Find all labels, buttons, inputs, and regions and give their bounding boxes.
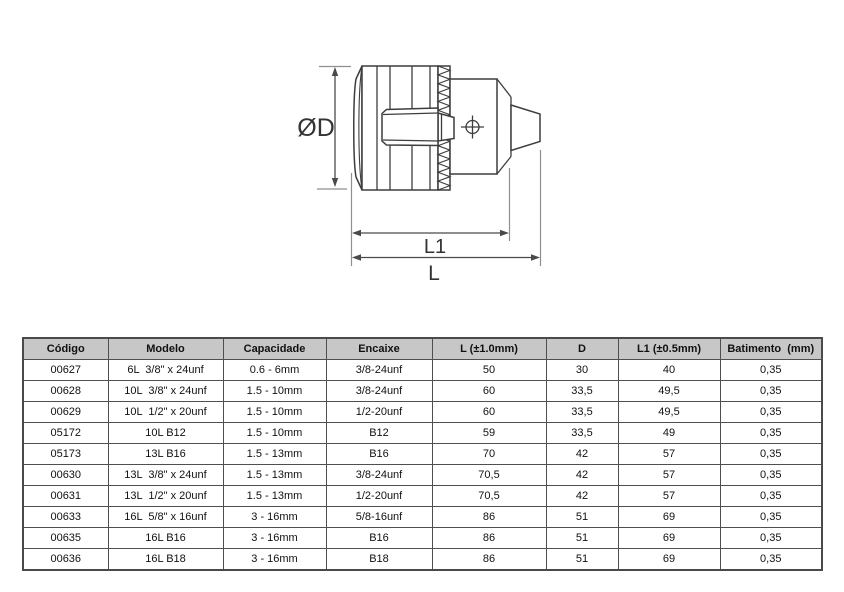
table-row bbox=[23, 444, 822, 465]
column-header: L (±1.0mm) bbox=[432, 338, 546, 360]
table-cell: 0,35 bbox=[720, 381, 822, 402]
table-cell: 51 bbox=[546, 507, 618, 528]
table-cell: 33,5 bbox=[546, 423, 618, 444]
spec-table bbox=[22, 337, 823, 571]
table-cell: 00628 bbox=[23, 381, 108, 402]
nose-cone bbox=[511, 105, 540, 151]
table-cell: 1/2-20unf bbox=[326, 486, 432, 507]
table-cell: 10L 1/2" x 20unf bbox=[108, 402, 223, 423]
table-cell: 10L 3/8" x 24unf bbox=[108, 381, 223, 402]
table-cell: 16L 5/8" x 16unf bbox=[108, 507, 223, 528]
table-cell: 05172 bbox=[23, 423, 108, 444]
table-cell: 57 bbox=[618, 444, 720, 465]
table-cell: 70,5 bbox=[432, 486, 546, 507]
table-cell: 51 bbox=[546, 528, 618, 549]
table-cell: 16L B16 bbox=[108, 528, 223, 549]
table-cell: 3 - 16mm bbox=[223, 507, 326, 528]
table-cell: 16L B18 bbox=[108, 549, 223, 571]
table-cell: 05173 bbox=[23, 444, 108, 465]
table-cell: 60 bbox=[432, 402, 546, 423]
table-cell: 0.6 - 6mm bbox=[223, 360, 326, 381]
table-cell: B16 bbox=[326, 528, 432, 549]
table-row bbox=[23, 507, 822, 528]
column-header: Modelo bbox=[108, 338, 223, 360]
table-cell: 3 - 16mm bbox=[223, 528, 326, 549]
table-cell: 5/8-16unf bbox=[326, 507, 432, 528]
table-cell: 0,35 bbox=[720, 444, 822, 465]
table-cell: B12 bbox=[326, 423, 432, 444]
table-row bbox=[23, 486, 822, 507]
table-cell: 49 bbox=[618, 423, 720, 444]
rear-cap bbox=[354, 66, 362, 190]
table-cell: 33,5 bbox=[546, 402, 618, 423]
table-cell: 0,35 bbox=[720, 486, 822, 507]
table-cell: 70,5 bbox=[432, 465, 546, 486]
table-cell: 49,5 bbox=[618, 381, 720, 402]
table-cell: 1.5 - 10mm bbox=[223, 381, 326, 402]
table-row bbox=[23, 402, 822, 423]
table-cell: 86 bbox=[432, 528, 546, 549]
table-cell: 42 bbox=[546, 486, 618, 507]
dimension-label-l: L bbox=[428, 262, 440, 285]
table-row bbox=[23, 465, 822, 486]
table-cell: 1.5 - 10mm bbox=[223, 402, 326, 423]
table-cell: 59 bbox=[432, 423, 546, 444]
table-cell: 00629 bbox=[23, 402, 108, 423]
table-cell: 0,35 bbox=[720, 507, 822, 528]
table-cell: 0,35 bbox=[720, 465, 822, 486]
table-cell: 1.5 - 10mm bbox=[223, 423, 326, 444]
table-cell: 00630 bbox=[23, 465, 108, 486]
table-cell: 51 bbox=[546, 549, 618, 571]
table-cell: 00627 bbox=[23, 360, 108, 381]
table-cell: 69 bbox=[618, 528, 720, 549]
table-cell: 3/8-24unf bbox=[326, 465, 432, 486]
table-cell: 69 bbox=[618, 549, 720, 571]
table-row bbox=[23, 528, 822, 549]
table-cell: 70 bbox=[432, 444, 546, 465]
table-cell: 1.5 - 13mm bbox=[223, 465, 326, 486]
table-row bbox=[23, 381, 822, 402]
column-header: Código bbox=[23, 338, 108, 360]
column-header: Encaixe bbox=[326, 338, 432, 360]
table-cell: 00635 bbox=[23, 528, 108, 549]
table-cell: 1.5 - 13mm bbox=[223, 486, 326, 507]
table-cell: B18 bbox=[326, 549, 432, 571]
table-cell: 10L B12 bbox=[108, 423, 223, 444]
table-cell: 13L 3/8" x 24unf bbox=[108, 465, 223, 486]
column-header: L1 (±0.5mm) bbox=[618, 338, 720, 360]
column-header: Capacidade bbox=[223, 338, 326, 360]
table-cell: 6L 3/8" x 24unf bbox=[108, 360, 223, 381]
table-cell: 49,5 bbox=[618, 402, 720, 423]
table-cell: 57 bbox=[618, 465, 720, 486]
dimension-label-diameter: ØD bbox=[297, 114, 335, 142]
dimension-label-l1: L1 bbox=[423, 236, 447, 258]
table-cell: 42 bbox=[546, 444, 618, 465]
table-cell: 0,35 bbox=[720, 360, 822, 381]
column-header: Batimento (mm) bbox=[720, 338, 822, 360]
table-cell: 3/8-24unf bbox=[326, 381, 432, 402]
table-cell: 3/8-24unf bbox=[326, 360, 432, 381]
table-cell: 0,35 bbox=[720, 423, 822, 444]
spec-table-wrap bbox=[22, 337, 821, 571]
table-cell: 60 bbox=[432, 381, 546, 402]
table-cell: 1.5 - 13mm bbox=[223, 444, 326, 465]
table-cell: 33,5 bbox=[546, 381, 618, 402]
table-cell: 30 bbox=[546, 360, 618, 381]
table-cell: 00633 bbox=[23, 507, 108, 528]
table-cell: 86 bbox=[432, 507, 546, 528]
table-row bbox=[23, 549, 822, 571]
table-cell: 0,35 bbox=[720, 402, 822, 423]
table-cell: B16 bbox=[326, 444, 432, 465]
table-cell: 00631 bbox=[23, 486, 108, 507]
table-cell: 13L B16 bbox=[108, 444, 223, 465]
table-row bbox=[23, 423, 822, 444]
table-row bbox=[23, 360, 822, 381]
table-cell: 86 bbox=[432, 549, 546, 571]
table-cell: 57 bbox=[618, 486, 720, 507]
table-cell: 42 bbox=[546, 465, 618, 486]
table-cell: 50 bbox=[432, 360, 546, 381]
table-cell: 0,35 bbox=[720, 549, 822, 571]
table-cell: 40 bbox=[618, 360, 720, 381]
table-cell: 1/2-20unf bbox=[326, 402, 432, 423]
column-header: D bbox=[546, 338, 618, 360]
chuck-body bbox=[354, 66, 540, 190]
table-cell: 13L 1/2" x 20unf bbox=[108, 486, 223, 507]
table-cell: 3 - 16mm bbox=[223, 549, 326, 571]
table-cell: 0,35 bbox=[720, 528, 822, 549]
table-cell: 00636 bbox=[23, 549, 108, 571]
table-header-row bbox=[23, 338, 822, 360]
table-cell: 69 bbox=[618, 507, 720, 528]
